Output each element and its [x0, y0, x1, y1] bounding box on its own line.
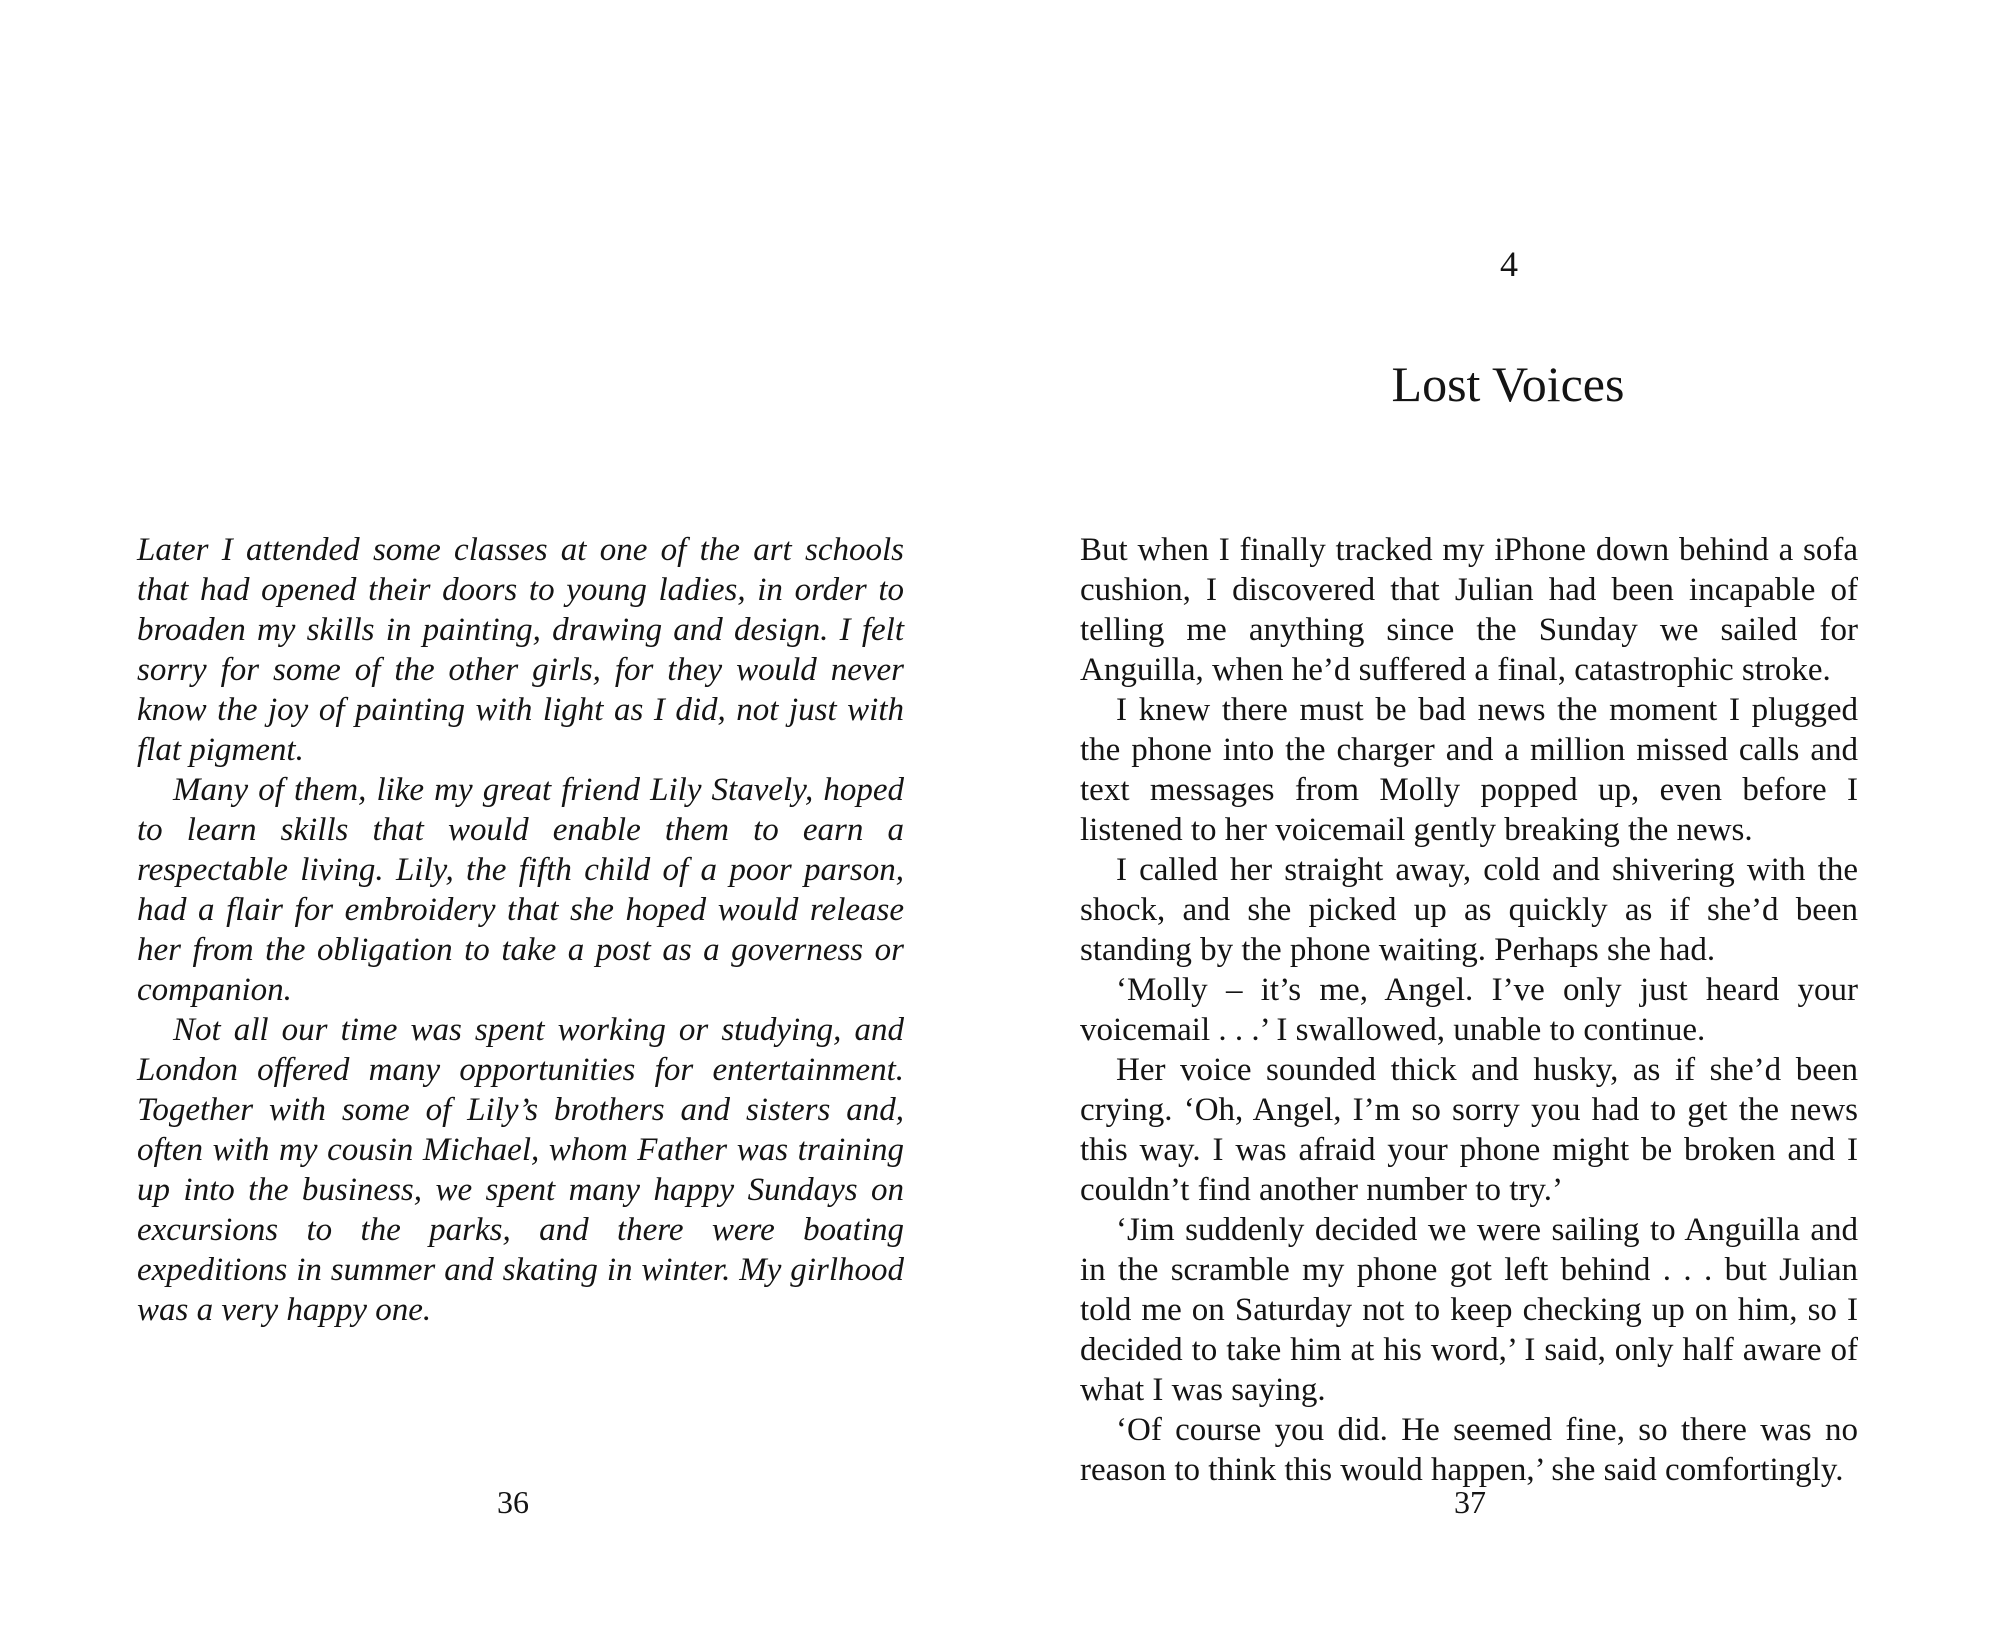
- paragraph: Later I attended some classes at one of the art schools that had opened their doors to young ladies, in order to broaden my skills in painting, drawing and design. I felt sorry for some of the other girls, for they would never know the joy of painting with light as I did, not just with flat pigment.: [137, 532, 904, 768]
- page-number-right: 37: [1454, 1484, 1486, 1520]
- paragraph: I knew there must be bad news the moment I plugged the phone into the charger and a million missed calls and text messages from Molly popped up, even before I listened to her voicemail gently breaking the news.: [1080, 692, 1858, 848]
- chapter-title-text: Lost Voices: [1391, 356, 1625, 412]
- right-page: [1000, 0, 2000, 1647]
- chapter-number: [1000, 242, 2000, 286]
- paragraph: Many of them, like my great friend Lily Stavely, hoped to learn skills that would enable them to earn a respectable living. Lily, the fifth child of a poor parson, had a flair for embroidery that she hoped would release her from the obligation to take a post as a governess or companion.: [137, 772, 904, 1008]
- chapter-number-text: 4: [1500, 244, 1518, 284]
- paragraph: I called her straight away, cold and shivering with the shock, and she picked up as quickly as if she’d been standing by the phone waiting. Perhaps she had.: [1080, 852, 1858, 968]
- paragraph: Not all our time was spent working or studying, and London offered many opportunities for entertainment. Together with some of Lily’s brothers and sisters and, often with my cousin Michael, whom Father was training up into the business, we spent many happy Sundays on excursions to the parks, and there were boating expeditions in summer and skating in winter. My girlhood was a very happy one.: [137, 1012, 904, 1328]
- paragraph: ‘Of course you did. He seemed fine, so there was no reason to think this would happen,’ she said comfortingly.: [1080, 1412, 1858, 1488]
- paragraph: Her voice sounded thick and husky, as if she’d been crying. ‘Oh, Angel, I’m so sorry you had to get the news this way. I was afraid your phone might be broken and I couldn’t find another number to try.’: [1080, 1052, 1858, 1208]
- page-number-left: 36: [497, 1484, 529, 1520]
- paragraph: ‘Jim suddenly decided we were sailing to Anguilla and in the scramble my phone got left behind . . . but Julian told me on Saturday not to keep checking up on him, so I decided to take him at his word,’ I said, only half aware of what I was saying.: [1080, 1212, 1858, 1408]
- right-page-body: [1080, 530, 1858, 1490]
- left-page-body: [137, 530, 904, 1330]
- paragraph: But when I finally tracked my iPhone down behind a sofa cushion, I discovered that Julian had been incapable of telling me anything since the Sunday we sailed for Anguilla, when he’d suffered a final, catastrophic stroke.: [1080, 532, 1858, 688]
- paragraph: ‘Molly – it’s me, Angel. I’ve only just heard your voicemail . . .’ I swallowed, unable to continue.: [1080, 972, 1858, 1048]
- chapter-title: [1000, 354, 2000, 414]
